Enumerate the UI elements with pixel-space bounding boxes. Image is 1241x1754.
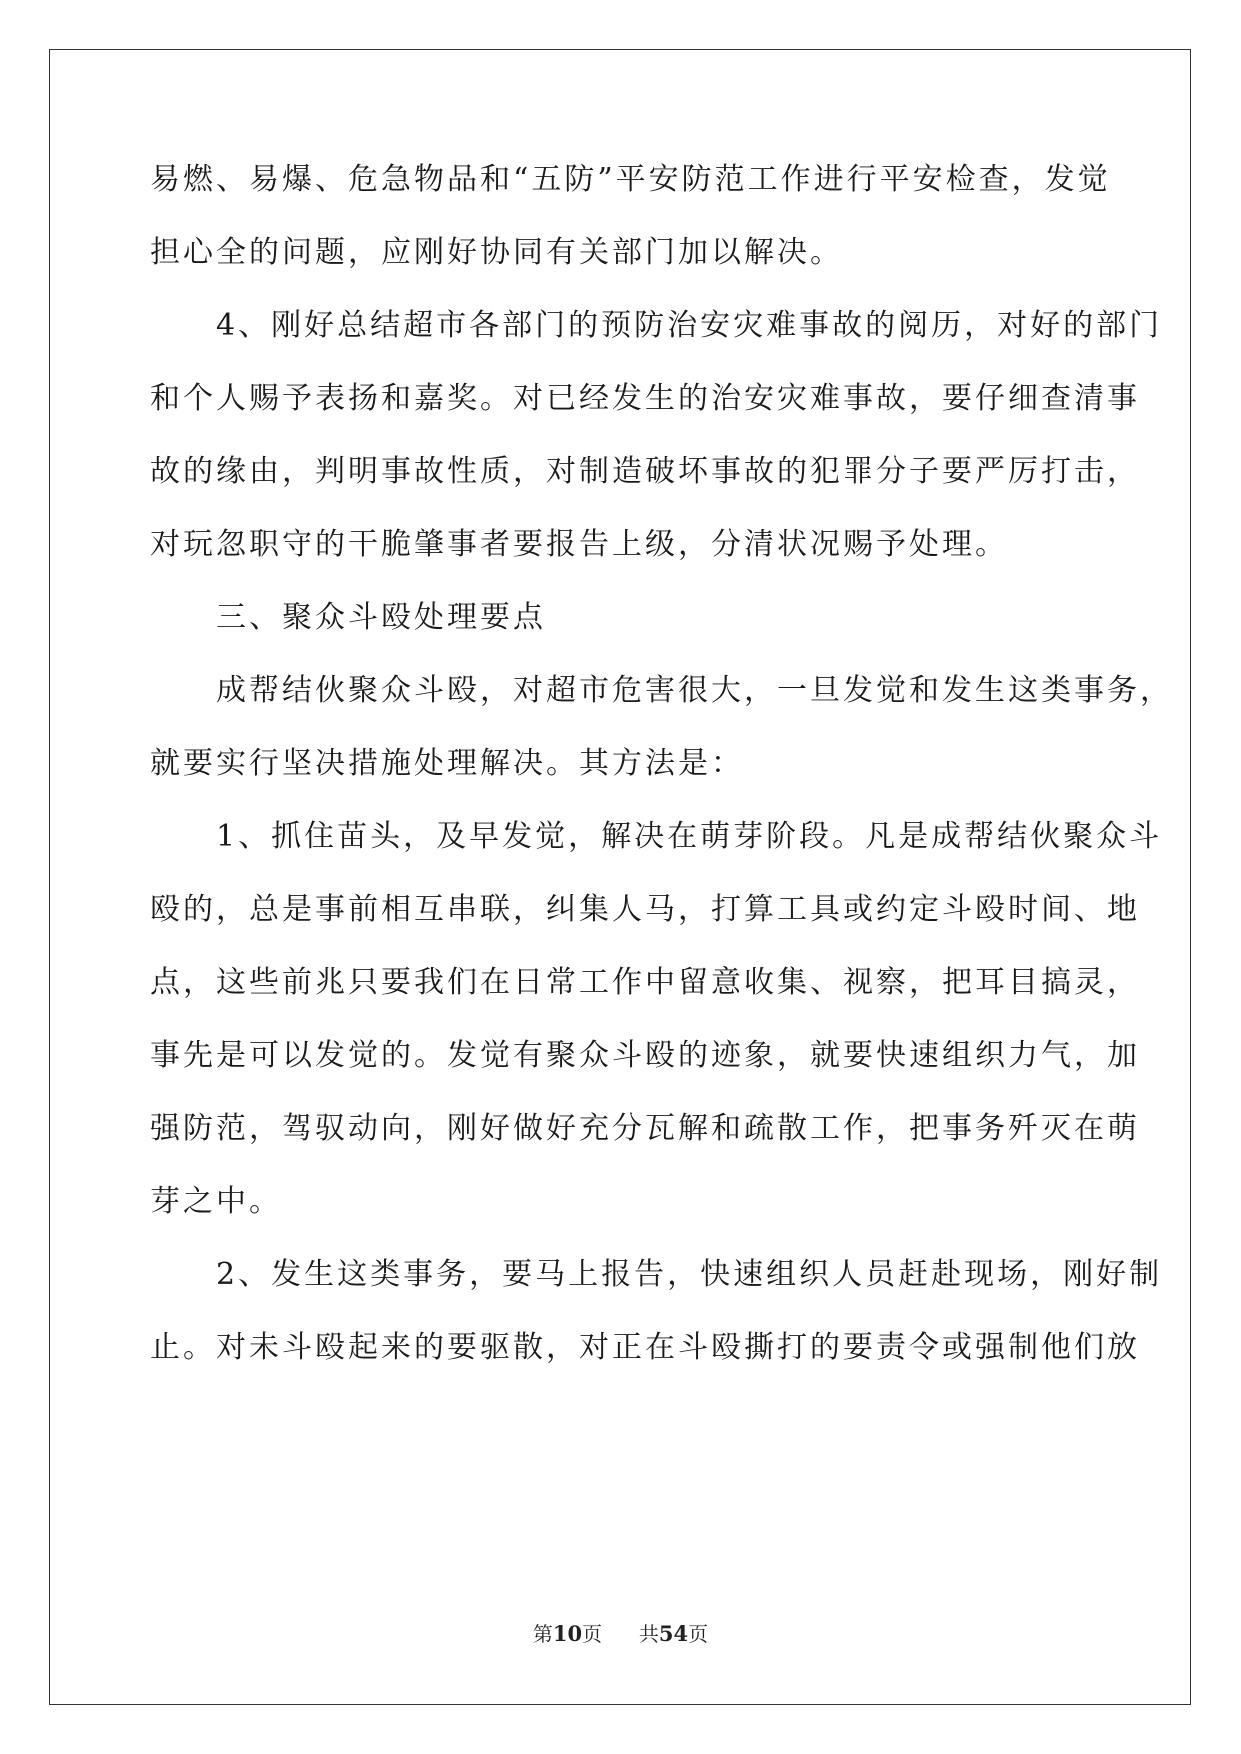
text-line: 就要实行坚决措施处理解决。其方法是：	[150, 746, 744, 781]
total-suffix: 页	[688, 1622, 709, 1646]
page-number	[533, 1622, 609, 1646]
page-border	[49, 49, 1191, 1705]
total-count: 54	[658, 1621, 689, 1646]
text-line: 成帮结伙聚众斗殴，对超市危害很大，一旦发觉和发生这类事务，	[150, 673, 1173, 708]
text-line: 担心全的问题，应刚好协同有关部门加以解决。	[150, 235, 843, 270]
text-line: 殴的，总是事前相互串联，纠集人马，打算工具或约定斗殴时间、地	[150, 892, 1140, 927]
section-heading: 三、聚众斗殴处理要点	[150, 600, 546, 635]
text-line: 4、刚好总结超市各部门的预防治安灾难事故的阅历，对好的部门	[150, 308, 1163, 343]
text-line: 2、发生这类事务，要马上报告，快速组织人员赶赴现场，刚好制	[150, 1257, 1163, 1292]
page-suffix: 页	[582, 1622, 603, 1646]
text-line: 止。对未斗殴起来的要驱散，对正在斗殴撕打的要责令或强制他们放	[150, 1330, 1140, 1365]
text-line: 对玩忽职守的干脆肇事者要报告上级，分清状况赐予处理。	[150, 527, 1008, 562]
text-line: 点，这些前兆只要我们在日常工作中留意收集、视察，把耳目搞灵，	[150, 965, 1140, 1000]
text-line: 和个人赐予表扬和嘉奖。对已经发生的治安灾难事故，要仔细查清事	[150, 381, 1140, 416]
text-line: 故的缘由，判明事故性质，对制造破坏事故的犯罪分子要严厉打击，	[150, 454, 1140, 489]
page-prefix: 第	[532, 1622, 553, 1646]
text-line: 事先是可以发觉的。发觉有聚众斗殴的迹象，就要快速组织力气，加	[150, 1038, 1140, 1073]
text-line: 易燃、易爆、危急物品和“五防”平安防范工作进行平安检查，发觉	[150, 162, 1111, 197]
text-line: 芽之中。	[150, 1184, 282, 1219]
page-footer	[0, 1618, 1241, 1647]
text-line: 1、抓住苗头，及早发觉，解决在萌芽阶段。凡是成帮结伙聚众斗	[150, 819, 1163, 854]
total-prefix: 共	[638, 1622, 659, 1646]
page-current: 10	[552, 1621, 583, 1646]
text-line: 强防范，驾驭动向，刚好做好充分瓦解和疏散工作，把事务歼灭在萌	[150, 1111, 1140, 1146]
page-total	[639, 1622, 708, 1646]
